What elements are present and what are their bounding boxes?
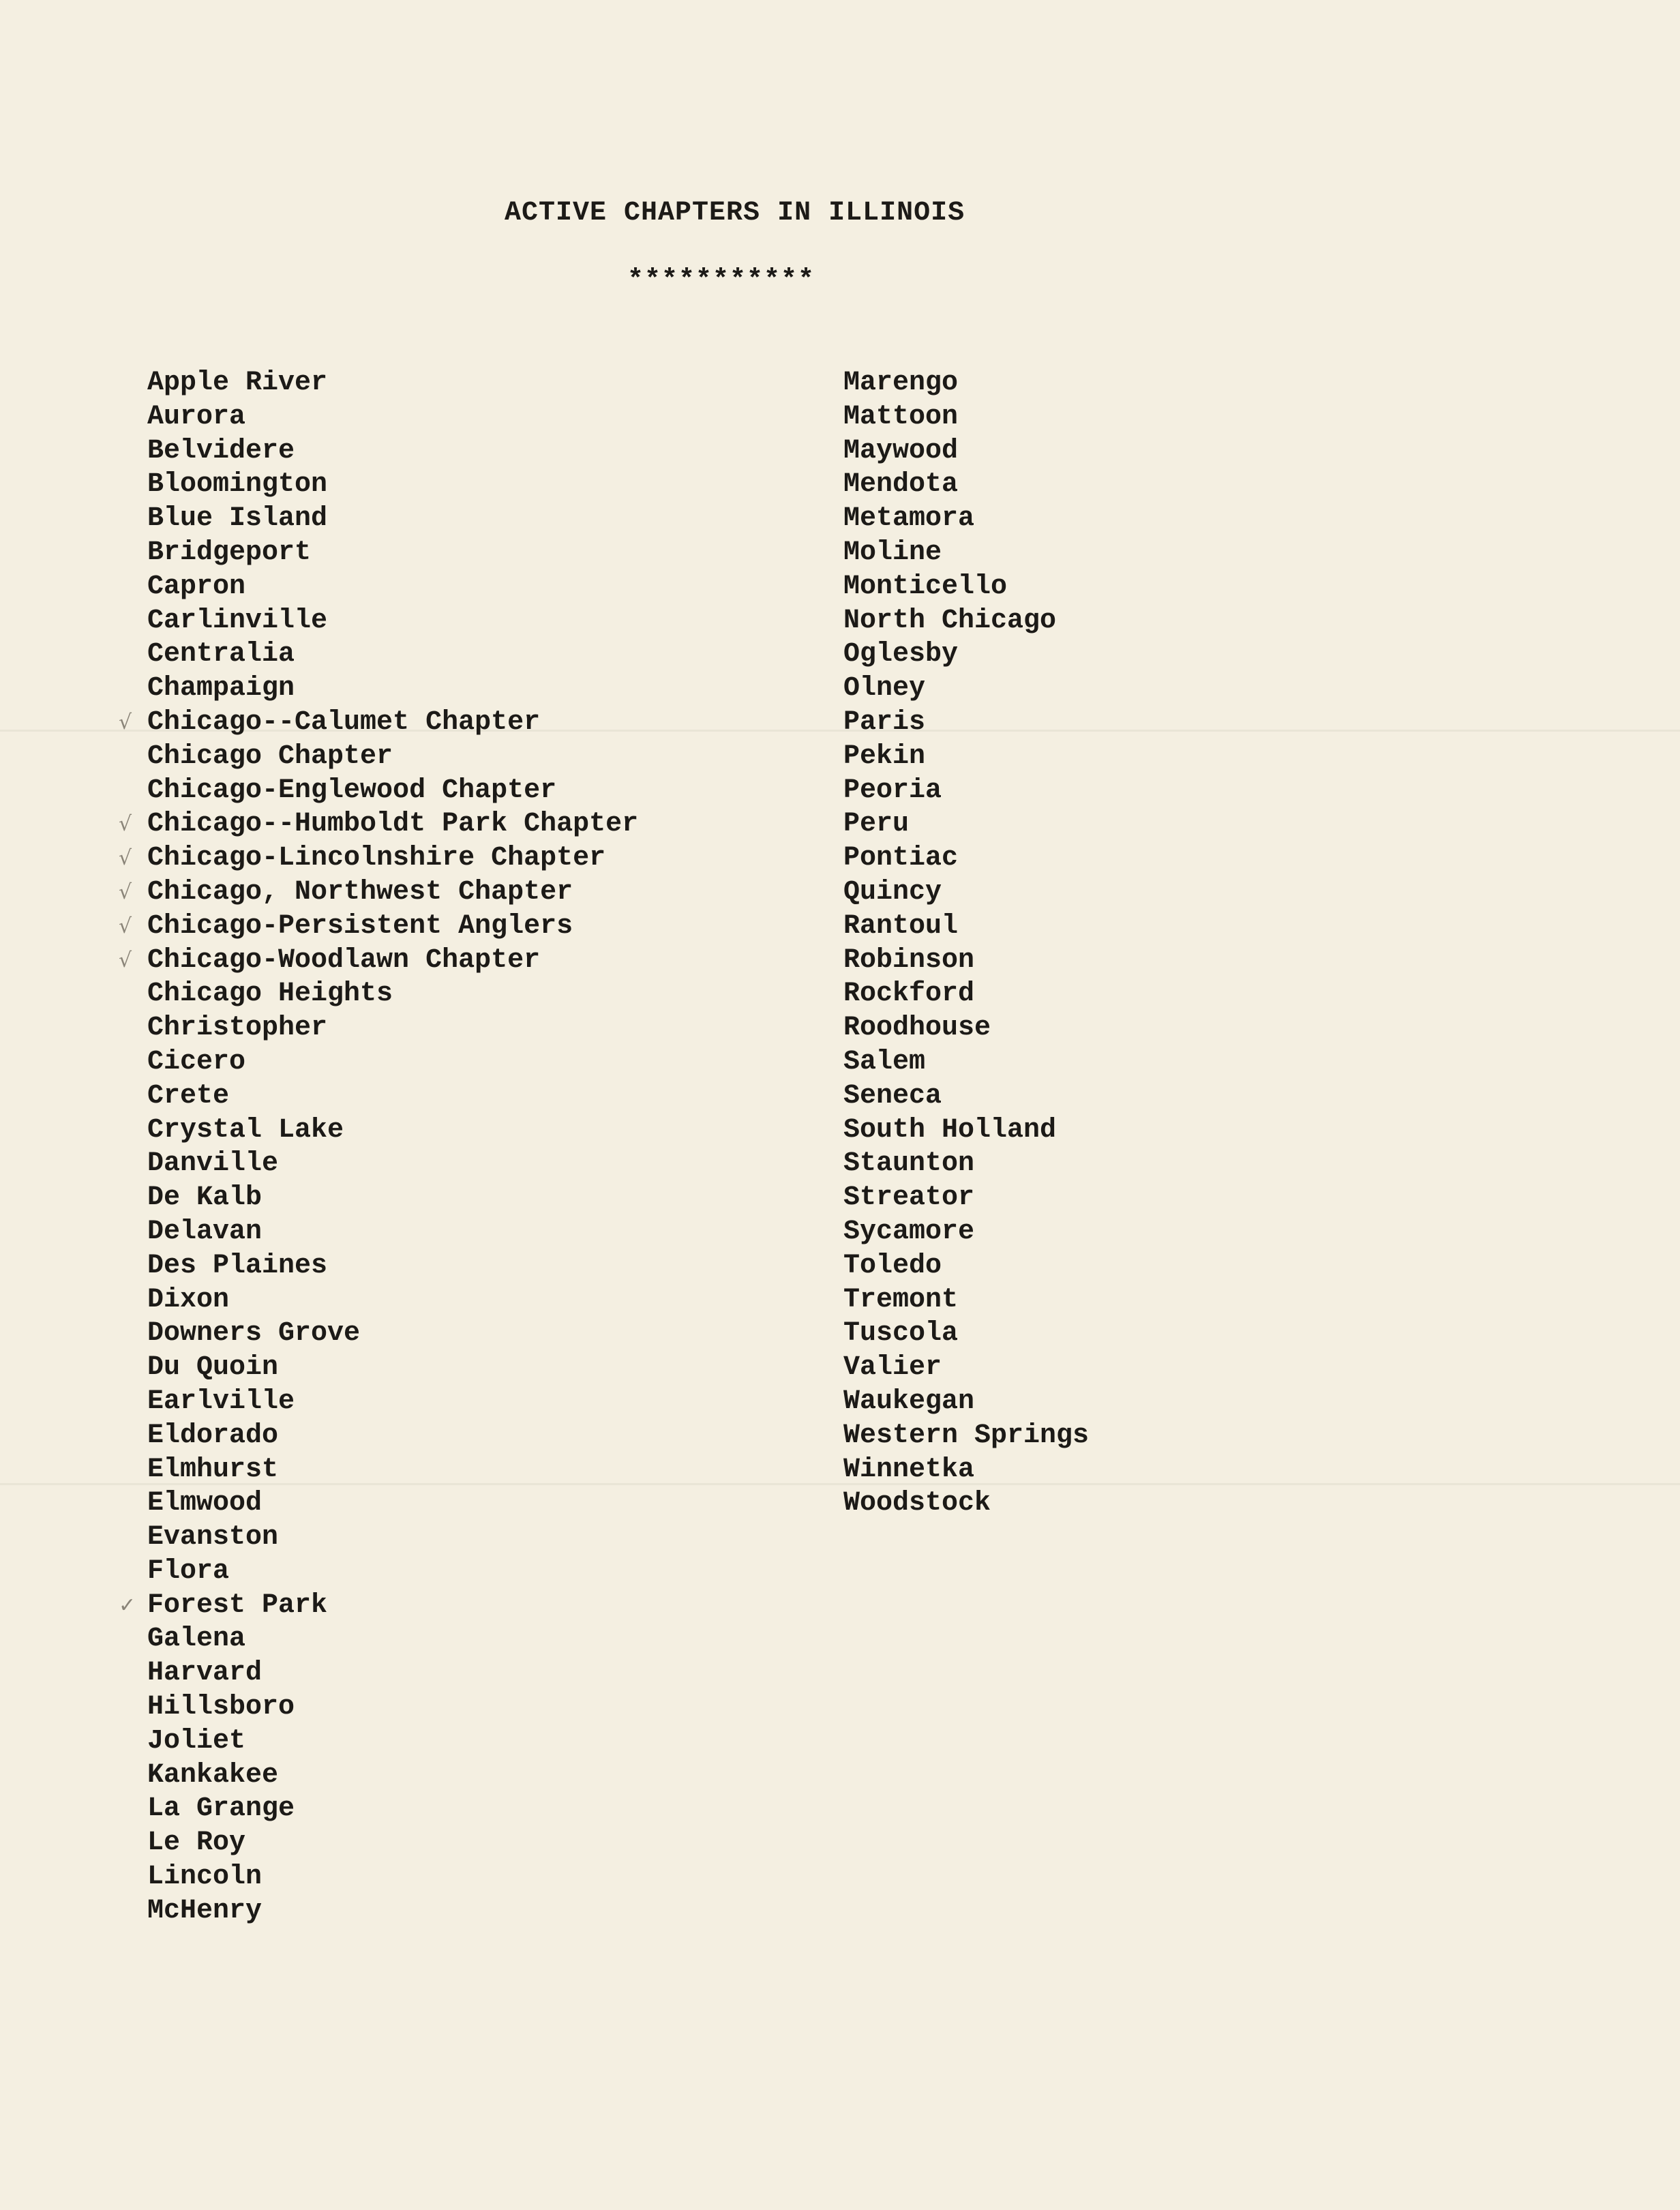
chapter-list-item: [147, 774, 638, 808]
chapter-list-item: [119, 876, 638, 910]
chapter-list-item: [843, 841, 1089, 876]
chapter-name: Kankakee: [147, 1759, 279, 1791]
chapter-list-item: [147, 1147, 638, 1181]
chapter-list-item: [843, 1487, 1089, 1521]
chapter-name: De Kalb: [147, 1182, 262, 1214]
chapter-list-item: [147, 1555, 638, 1589]
chapter-list-item: [147, 1487, 638, 1521]
chapter-name: Rockford: [843, 979, 975, 1010]
chapter-name: Maywood: [843, 435, 959, 466]
chapter-name: Chicago--Calumet Chapter: [147, 706, 541, 738]
chapter-name: Peru: [843, 809, 910, 840]
chapter-name: Aurora: [147, 401, 246, 432]
chapter-list-item: [147, 638, 638, 672]
chapter-list-item: [147, 1826, 638, 1860]
chapter-list-item: [147, 536, 638, 570]
chapter-list-item: [147, 1622, 638, 1656]
chapter-list-item: [147, 1351, 638, 1385]
chapter-name: Crete: [147, 1080, 230, 1111]
chapter-name: Christopher: [147, 1013, 328, 1044]
chapter-list-item: [147, 1860, 638, 1894]
chapter-list-item: [843, 366, 1089, 400]
chapter-name: Danville: [147, 1148, 279, 1180]
chapter-list-item: [147, 1894, 638, 1928]
chapter-list-item: [147, 1011, 638, 1045]
chapter-list-item: [843, 502, 1089, 536]
chapter-name: Rantoul: [843, 910, 959, 942]
chapter-list-item: [119, 706, 638, 740]
chapter-list-item: [147, 1079, 638, 1114]
chapter-list-item: [147, 1453, 638, 1487]
chapter-name: Crystal Lake: [147, 1114, 344, 1146]
chapter-list-item: [147, 1181, 638, 1215]
chapter-list-item: [147, 1249, 638, 1283]
chapter-list-item: [147, 977, 638, 1011]
chapter-name: Chicago Chapter: [147, 741, 393, 772]
chapter-list-item: [147, 1690, 638, 1724]
chapter-list-item: [843, 910, 1089, 944]
chapter-name: Streator: [843, 1182, 975, 1214]
chapter-list-item: [843, 1453, 1089, 1487]
chapter-name: Staunton: [843, 1148, 975, 1180]
chapter-name: Bloomington: [147, 469, 328, 501]
chapter-list-item: [843, 638, 1089, 672]
chapter-name: Earlville: [147, 1386, 295, 1417]
chapter-list-item: [843, 1045, 1089, 1079]
chapter-list-item: [843, 876, 1089, 910]
chapter-list-item: [843, 1317, 1089, 1351]
chapter-name: Olney: [843, 673, 926, 704]
chapter-list-item: [843, 672, 1089, 706]
chapter-name: Joliet: [147, 1725, 246, 1757]
chapter-list-item: [843, 604, 1089, 638]
chapter-name: Toledo: [843, 1250, 942, 1281]
chapter-name: Evanston: [147, 1522, 279, 1553]
chapter-name: Peoria: [843, 775, 942, 806]
chapter-name: Tuscola: [843, 1318, 959, 1349]
chapter-name: North Chicago: [843, 605, 1057, 636]
chapter-name: Sycamore: [843, 1216, 975, 1247]
chapter-name: Des Plaines: [147, 1250, 328, 1281]
chapter-name: Moline: [843, 537, 942, 568]
chapter-list-item: [843, 1147, 1089, 1181]
handwritten-check-mark: √: [119, 710, 132, 734]
chapter-name: Centralia: [147, 639, 295, 670]
chapter-list-item: [147, 1385, 638, 1419]
chapter-name: Woodstock: [843, 1488, 991, 1519]
chapter-name: Oglesby: [843, 639, 959, 670]
chapter-list-item: [843, 1385, 1089, 1419]
chapter-name: Chicago-Englewood Chapter: [147, 775, 557, 806]
chapter-list-item: [843, 1114, 1089, 1148]
chapter-name: La Grange: [147, 1793, 295, 1825]
chapter-list-item: [843, 977, 1089, 1011]
chapter-name: Cicero: [147, 1046, 246, 1077]
chapter-list-item: [843, 570, 1089, 604]
chapter-list-item: [843, 1419, 1089, 1453]
chapter-name: Pekin: [843, 741, 926, 772]
chapter-name: Du Quoin: [147, 1352, 279, 1384]
chapter-name: Harvard: [147, 1658, 262, 1689]
chapter-list-item: [843, 1351, 1089, 1385]
title-separator: ***********: [627, 265, 815, 296]
chapter-list-item: [147, 1215, 638, 1249]
chapter-list-item: [119, 910, 638, 944]
chapter-name: Metamora: [843, 503, 975, 535]
chapter-name: Pontiac: [843, 843, 959, 874]
chapter-name: Eldorado: [147, 1420, 279, 1451]
chapter-list-item: [843, 536, 1089, 570]
chapter-name: Chicago--Humboldt Park Chapter: [147, 809, 639, 840]
chapter-name: Roodhouse: [843, 1013, 991, 1044]
chapter-list-item: [843, 807, 1089, 841]
chapter-list-item: [147, 1759, 638, 1793]
chapter-name: Forest Park: [147, 1589, 328, 1621]
chapter-list-item: [147, 570, 638, 604]
handwritten-check-mark: ✓: [119, 1593, 136, 1617]
chapter-name: Hillsboro: [147, 1692, 295, 1723]
chapter-list-item: [843, 1011, 1089, 1045]
chapter-name: Flora: [147, 1555, 230, 1587]
chapter-name: Mendota: [843, 469, 959, 501]
chapter-name: Tremont: [843, 1284, 959, 1315]
chapter-list-item: [147, 1724, 638, 1759]
chapter-name: Marengo: [843, 368, 959, 398]
chapter-list-item: [147, 400, 638, 434]
chapter-list-item: [147, 468, 638, 502]
chapter-list-item: [147, 1317, 638, 1351]
chapter-list-item: [147, 1045, 638, 1079]
right-chapter-list: [843, 366, 1089, 1521]
chapter-list-item: [843, 400, 1089, 434]
chapter-name: Downers Grove: [147, 1318, 361, 1349]
chapter-list-item: [147, 672, 638, 706]
chapter-name: McHenry: [147, 1895, 262, 1926]
chapter-list-item: [843, 1249, 1089, 1283]
chapter-name: Elmhurst: [147, 1454, 279, 1485]
chapter-list-item: [843, 774, 1089, 808]
chapter-list-item: [843, 1215, 1089, 1249]
chapter-list-item: [119, 807, 639, 841]
chapter-name: South Holland: [843, 1114, 1057, 1146]
chapter-name: Paris: [843, 706, 926, 738]
chapter-list-item: [147, 1521, 638, 1555]
chapter-list-item: [843, 706, 1089, 740]
chapter-name: Elmwood: [147, 1488, 262, 1519]
document-title: ACTIVE CHAPTERS IN ILLINOIS: [505, 198, 965, 228]
chapter-name: Winnetka: [843, 1454, 975, 1485]
chapter-list-item: [843, 1079, 1089, 1114]
chapter-name: Apple River: [147, 368, 328, 398]
chapter-name: Blue Island: [147, 503, 328, 535]
handwritten-check-mark: √: [119, 914, 132, 938]
chapter-name: Valier: [843, 1352, 942, 1384]
chapter-list-item: [843, 1283, 1089, 1317]
chapter-name: Western Springs: [843, 1420, 1090, 1451]
chapter-list-item: [147, 740, 638, 774]
left-chapter-list: [119, 366, 639, 1928]
chapter-name: Lincoln: [147, 1862, 262, 1893]
chapter-list-item: [119, 841, 638, 876]
chapter-name: Carlinville: [147, 605, 328, 636]
chapter-list-item: [147, 502, 638, 536]
chapter-list-item: [843, 740, 1089, 774]
chapter-name: Chicago, Northwest Chapter: [147, 876, 573, 908]
chapter-name: Chicago-Lincolnshire Chapter: [147, 843, 606, 874]
chapter-name: Capron: [147, 571, 246, 602]
handwritten-check-mark: √: [119, 880, 132, 904]
chapter-list-item: [843, 468, 1089, 502]
chapter-list-item: [147, 1792, 638, 1826]
chapter-list-item: [147, 1656, 638, 1690]
chapter-name: Quincy: [843, 876, 942, 908]
chapter-list-item: [119, 944, 638, 978]
chapter-list-item: [147, 434, 638, 468]
chapter-list-item: [843, 944, 1089, 978]
chapter-name: Le Roy: [147, 1827, 246, 1859]
chapter-list-item: [147, 1114, 638, 1148]
chapter-list-item: [147, 366, 638, 400]
handwritten-check-mark: √: [119, 812, 132, 837]
chapter-name: Chicago Heights: [147, 979, 393, 1010]
chapter-name: Mattoon: [843, 401, 959, 432]
chapter-name: Robinson: [843, 944, 975, 976]
chapter-name: Chicago-Persistent Anglers: [147, 910, 573, 942]
chapter-name: Salem: [843, 1046, 926, 1077]
chapter-name: Delavan: [147, 1216, 262, 1247]
chapter-name: Galena: [147, 1624, 246, 1655]
handwritten-check-mark: √: [119, 948, 132, 972]
chapter-list-item: [843, 1181, 1089, 1215]
chapter-list-item: [147, 1419, 638, 1453]
handwritten-check-mark: √: [119, 846, 132, 871]
chapter-name: Bridgeport: [147, 537, 312, 568]
chapter-list-item: [843, 434, 1089, 468]
chapter-name: Seneca: [843, 1080, 942, 1111]
chapter-name: Waukegan: [843, 1386, 975, 1417]
chapter-name: Dixon: [147, 1284, 230, 1315]
chapter-list-item: [147, 1283, 638, 1317]
chapter-name: Belvidere: [147, 435, 295, 466]
chapter-name: Monticello: [843, 571, 1008, 602]
chapter-list-item: [119, 1589, 638, 1623]
chapter-list-item: [147, 604, 638, 638]
chapter-name: Champaign: [147, 673, 295, 704]
chapter-name: Chicago-Woodlawn Chapter: [147, 944, 541, 976]
